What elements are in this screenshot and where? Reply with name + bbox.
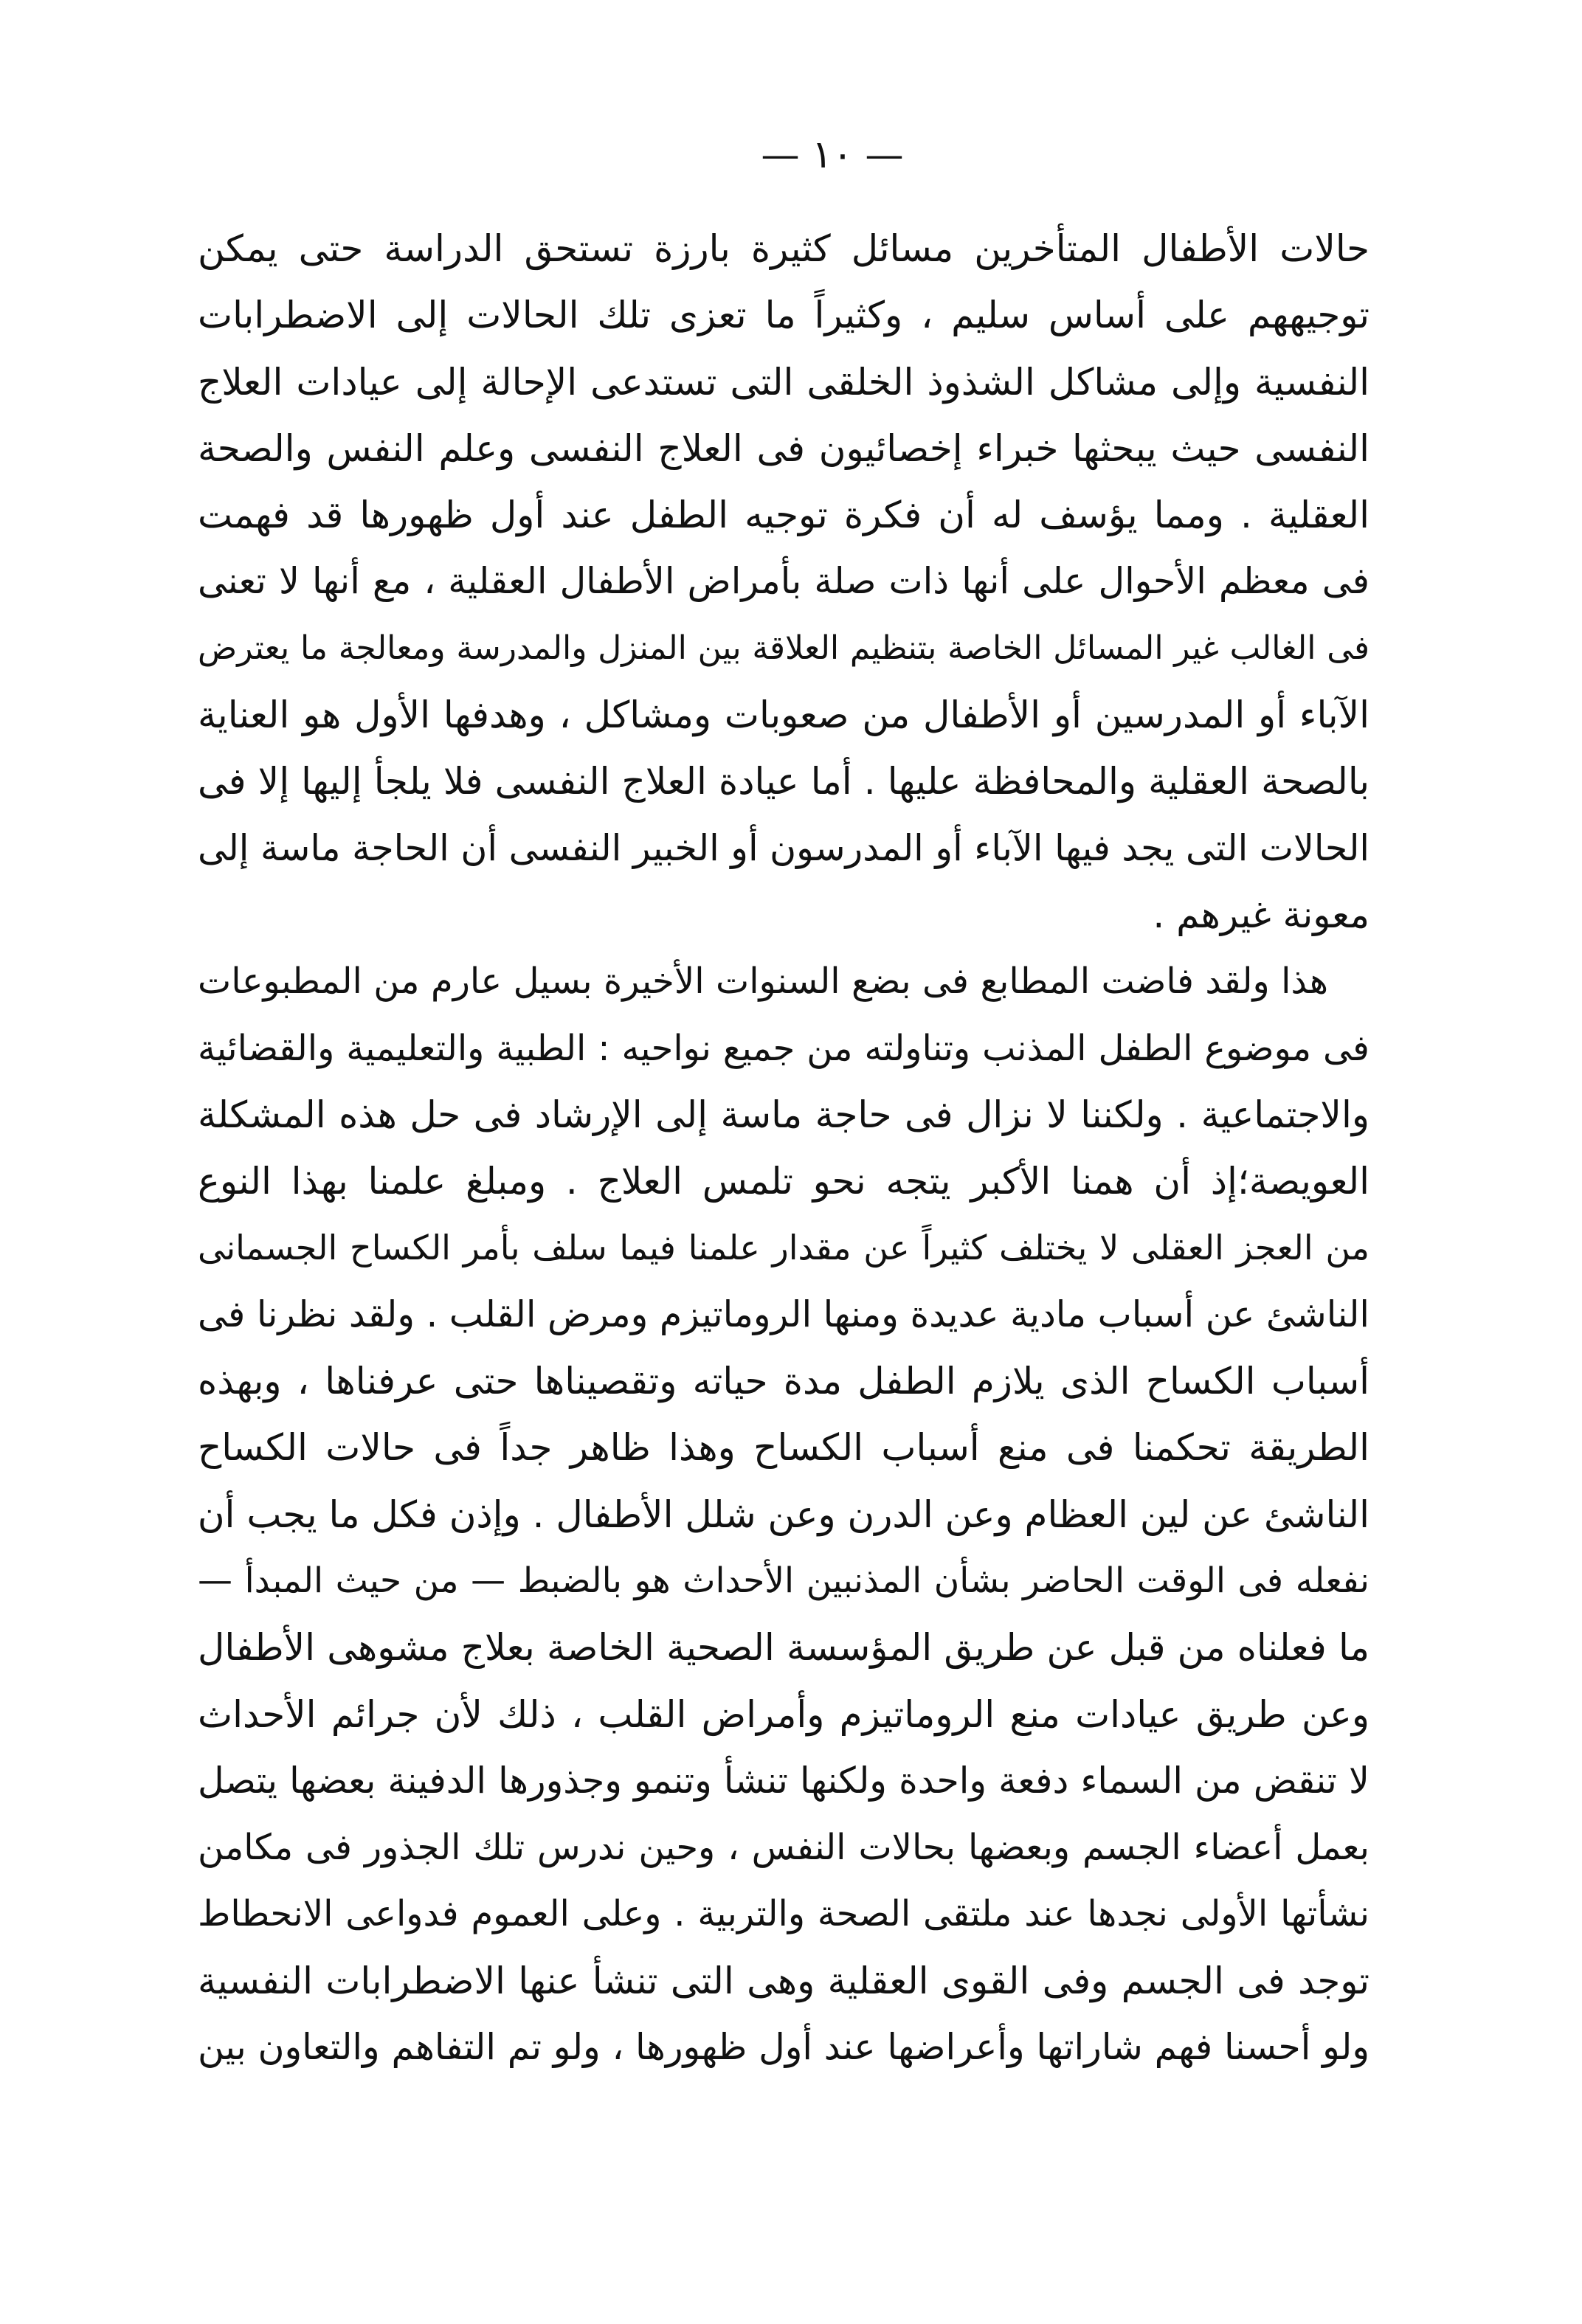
text-line: العويصة؛إذ أن همنا الأكبر يتجه نحو تلمس العلاج . ومبلغ علمنا بهذا النوع — [198, 1160, 1369, 1203]
text-line: توجد فى الجسم وفى القوى العقلية وهى التى تنشأ عنها الاضطرابات النفسية — [198, 1959, 1369, 2002]
text-line: الناشئ عن أسباب مادية عديدة ومنها الروماتيزم ومرض القلب . ولقد نظرنا فى — [198, 1293, 1369, 1335]
text-line: من العجز العقلى لا يختلف كثيراً عن مقدار علمنا فيما سلف بأمر الكساح الجسمانى — [198, 1228, 1369, 1268]
text-line: بعمل أعضاء الجسم وبعضها بحالات النفس ، وحين ندرس تلك الجذور فى مكامن — [198, 1827, 1369, 1869]
text-line: النفسى حيث يبحثها خبراء إخصائيون فى العلاج النفسى وعلم النفس والصحة — [198, 426, 1369, 470]
text-line: فى الغالب غير المسائل الخاصة بتنظيم العلاقة بين المنزل والمدرسة ومعالجة ما يعترض — [198, 629, 1369, 667]
text-line: حالات الأطفال المتأخرين مسائل كثيرة بارزة تستحق الدراسة حتى يمكن — [198, 227, 1369, 270]
text-line: وعن طريق عيادات منع الروماتيزم وأمراض القلب ، ذلك لأن جرائم الأحداث — [198, 1692, 1369, 1736]
text-line: بالصحة العقلية والمحافظة عليها . أما عيادة العلاج النفسى فلا يلجأ إليها إلا فى — [198, 760, 1369, 803]
text-line: أسباب الكساح الذى يلازم الطفل مدة حياته وتقصيناها حتى عرفناها ، وبهذه — [198, 1360, 1369, 1403]
text-line: الناشئ عن لين العظام وعن الدرن وعن شلل الأطفال . وإذن فكل ما يجب أن — [197, 1493, 1369, 1536]
paragraph-start-line: هذا ولقد فاضت المطابع فى بضع السنوات الأخيرة بسيل عارم من المطبوعات — [198, 961, 1328, 1003]
text-line: ولو أحسنا فهم شاراتها وأعراضها عند أول ظهورها ، ولو تم التفاهم والتعاون بين — [198, 2026, 1369, 2069]
text-line: فى معظم الأحوال على أنها ذات صلة بأمراض الأطفال العقلية ، مع أنها لا تعنى — [198, 560, 1369, 603]
text-line: فى موضوع الطفل المذنب وتناولته من جميع نواحيه : الطبية والتعليمية والقضائية — [198, 1027, 1369, 1069]
text-line: ما فعلناه من قبل عن طريق المؤسسة الصحية الخاصة بعلاج مشوهى الأطفال — [198, 1626, 1369, 1670]
text-line: الحالات التى يجد فيها الآباء أو المدرسون أو الخبير النفسى أن الحاجة ماسة إلى — [198, 826, 1369, 869]
paragraph-end-line: معونة غيرهم . — [1153, 893, 1369, 936]
text-line: نفعله فى الوقت الحاضر بشأن المذنبين الأحداث هو بالضبط — من حيث المبدأ — — [198, 1560, 1369, 1601]
page-number: — ١٠ — — [761, 133, 904, 177]
text-line: العقلية . ومما يؤسف له أن فكرة توجيه الطفل عند أول ظهورها قد فهمت — [198, 494, 1369, 537]
text-line: الطريقة تحكمنا فى منع أسباب الكساح وهذا ظاهر جداً فى حالات الكساح — [198, 1426, 1369, 1470]
text-line: النفسية وإلى مشاكل الشذوذ الخلقى التى تستدعى الإحالة إلى عيادات العلاج — [198, 360, 1369, 404]
text-line: لا تنقض من السماء دفعة واحدة ولكنها تنشأ وتنمو وجذورها الدفينة بعضها يتصل — [198, 1759, 1369, 1802]
text-line: توجيههم على أساس سليم ، وكثيراً ما تعزى تلك الحالات إلى الاضطرابات — [198, 294, 1369, 337]
text-line: والاجتماعية . ولكننا لا نزال فى حاجة ماسة إلى الإرشاد فى حل هذه المشكلة — [198, 1093, 1369, 1136]
text-line: نشأتها الأولى نجدها عند ملتقى الصحة والتربية . وعلى العموم فدواعى الانحطاط — [198, 1893, 1369, 1935]
body-text — [198, 215, 1369, 2081]
text-line: الآباء أو المدرسين أو الأطفال من صعوبات ومشاكل ، وهدفها الأول هو العناية — [198, 694, 1369, 737]
